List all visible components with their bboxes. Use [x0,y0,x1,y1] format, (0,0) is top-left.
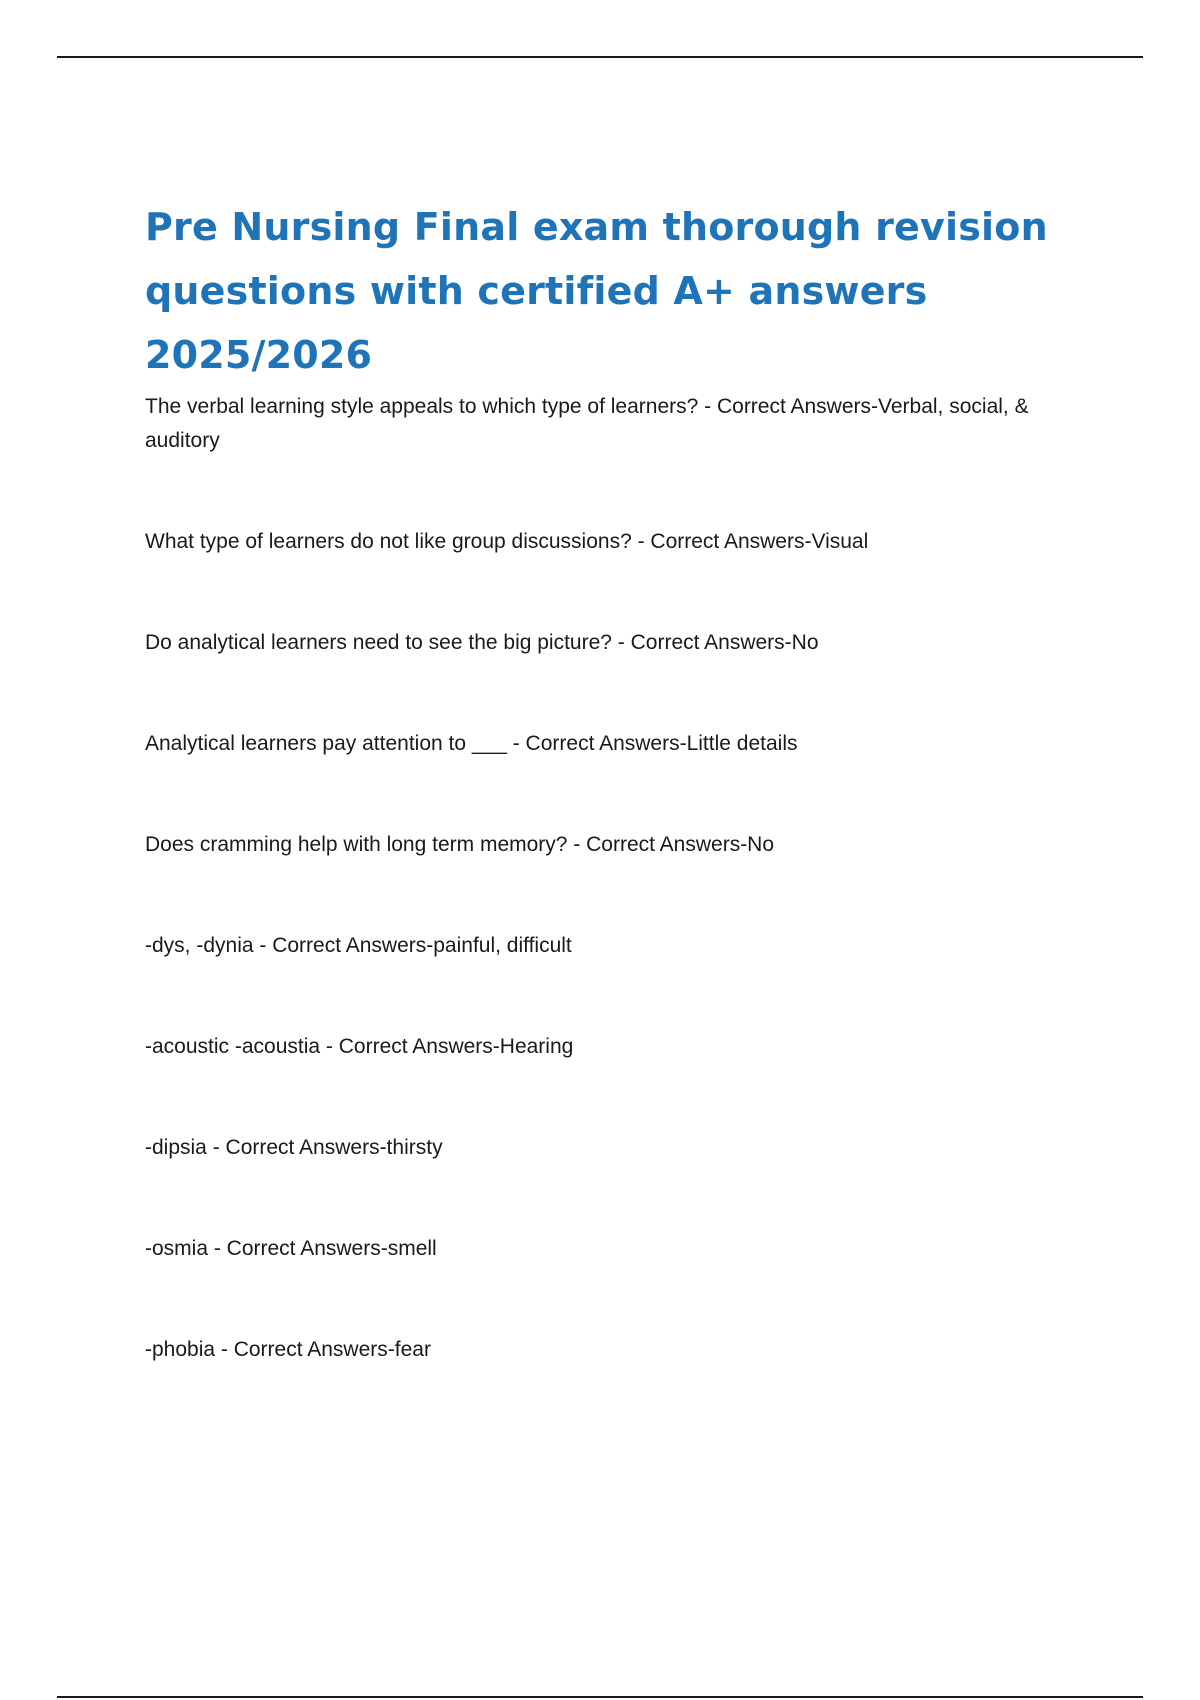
qa-item: -dipsia - Correct Answers-thirsty [145,1136,443,1159]
qa-item: -dys, -dynia - Correct Answers-painful, difficult [145,934,572,957]
qa-item: -phobia - Correct Answers-fear [145,1338,431,1361]
top-divider [57,56,1143,58]
qa-item: Does cramming help with long term memory? - Correct Answers-No [145,833,775,856]
qa-list [145,390,1085,1367]
qa-item: What type of learners do not like group discussions? - Correct Answers-Visual [145,530,869,553]
qa-item: Analytical learners pay attention to ___ - Correct Answers-Little details [145,732,798,755]
qa-item: The verbal learning style appeals to which type of learners? - Correct Answers-Verbal, social, & auditory [145,395,1029,452]
bottom-divider [57,1696,1143,1698]
document-title: Pre Nursing Final exam thorough revision questions with certified A+ answers 2025/2026 [145,205,1048,377]
qa-item: -osmia - Correct Answers-smell [145,1237,437,1260]
qa-item: -acoustic -acoustia - Correct Answers-Hearing [145,1035,574,1058]
qa-item: Do analytical learners need to see the big picture? - Correct Answers-No [145,631,819,654]
